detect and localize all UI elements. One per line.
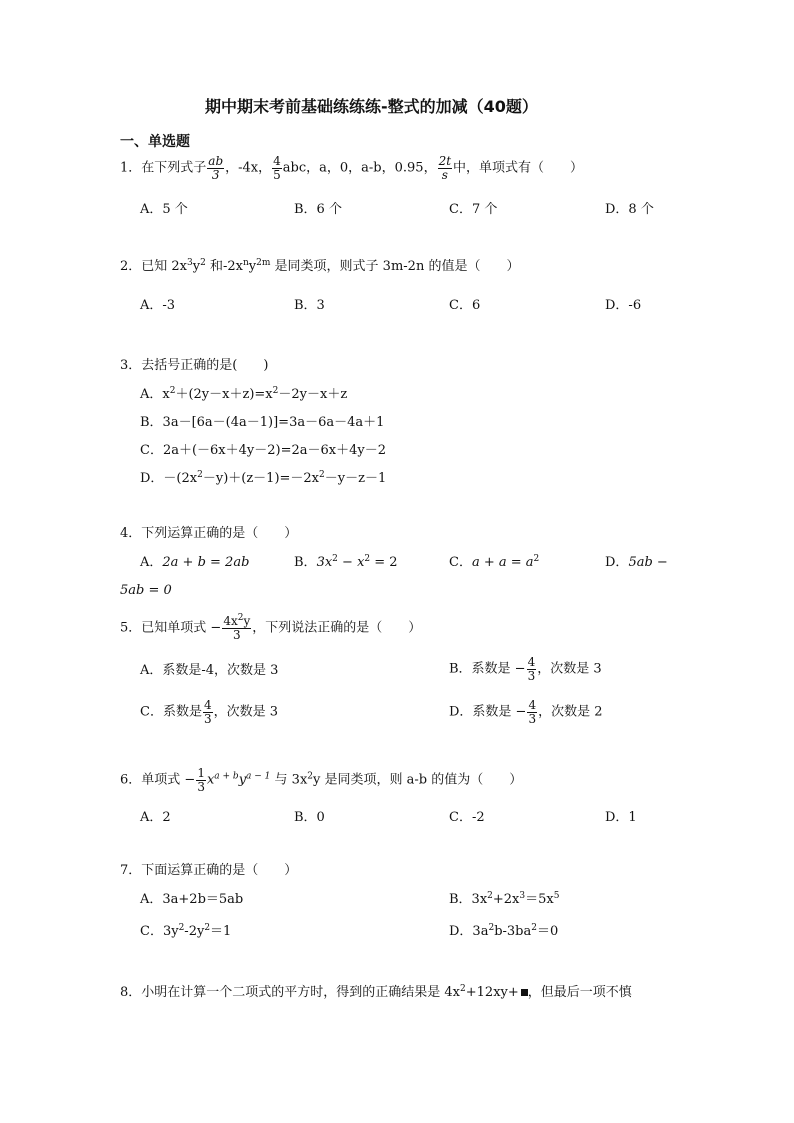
option-a[interactable]: A．2a + b = 2ab: [140, 555, 250, 570]
question-number: 2．: [120, 259, 142, 274]
option-b[interactable]: B．6 个: [294, 202, 342, 217]
question-number: 4．: [120, 526, 142, 541]
option-c[interactable]: C．2a＋(－6x＋4y－2)=2a－6x＋4y－2: [140, 443, 387, 458]
option-b[interactable]: B．0: [294, 810, 325, 825]
question-number: 5．: [120, 620, 142, 636]
question-2-stem: 2．已知 $2x^3y^2$ 和$-2x^ny^{2m}$ 是同类项，则式子 3m-2n 的值是（ ）: [120, 258, 520, 274]
question-7-stem: 7．下面运算正确的是（ ）: [120, 863, 298, 878]
fraction: $\frac{4}{3}$: [528, 698, 537, 726]
fraction: $\frac{4x^2y}{3}$: [223, 613, 251, 642]
question-4-stem: 4．下列运算正确的是（ ）: [120, 526, 298, 541]
question-number: 1．: [120, 160, 142, 176]
option-d[interactable]: D．-6: [605, 298, 642, 313]
option-c[interactable]: C．6: [449, 298, 481, 313]
question-8-stem: 8．小明在计算一个二项式的平方时，得到的正确结果是 $4x^2+12xy+$ ，但最后一项不慎: [120, 984, 632, 1000]
option-b[interactable]: B．系数是 − $\frac{4}{3}$ ，次数是 3: [449, 655, 602, 683]
option-d[interactable]: D．1: [605, 810, 637, 825]
section-heading: 一、单选题: [120, 134, 190, 150]
option-b[interactable]: B．$3x^2 - x^2 = 2$: [294, 554, 398, 570]
fraction: $\frac{4}{5}$: [273, 154, 281, 182]
option-b[interactable]: B．3a－[6a－(4a－1)]=3a－6a－4a＋1: [140, 415, 385, 430]
question-1-stem: 1．在下列式子 $\frac{ab}{3}$ ，-4x， $\frac{4}{5}$ abc，a，0，a-b，0.95， $\frac{2t}{s}$ 中，单项式有（ ）: [120, 154, 584, 182]
question-number: 3．: [120, 358, 142, 373]
fraction: $\frac{1}{3}$: [197, 766, 205, 794]
page-title: 期中期末考前基础练练练-整式的加减（40题）: [205, 97, 538, 116]
option-c[interactable]: C．系数是 $\frac{4}{3}$ ，次数是 3: [140, 698, 278, 726]
option-d[interactable]: D．$3a^2b-3ba^2=0$: [449, 923, 559, 939]
option-a[interactable]: A．5 个: [140, 202, 188, 217]
fraction: $\frac{4}{3}$: [203, 698, 212, 726]
option-a[interactable]: A．3a+2b＝5ab: [140, 892, 244, 907]
fraction: $\frac{2t}{s}$: [438, 154, 452, 182]
option-d[interactable]: D．8 个: [605, 202, 654, 217]
question-number: 8．: [120, 985, 142, 1000]
question-5-stem: 5．已知单项式 − $\frac{4x^2y}{3}$ ，下列说法正确的是（ ）: [120, 613, 422, 642]
option-b[interactable]: B．$3x^2+2x^3=5x^5$: [449, 891, 560, 907]
question-6-stem: 6．单项式 − $\frac{1}{3}$ $x^{a + b}y^{a - 1}$ 与 $3x^2y$ 是同类项，则 a-b 的值为（ ）: [120, 766, 523, 794]
option-a[interactable]: A．2: [140, 810, 171, 825]
option-a[interactable]: A．$x^2+(2y-x+z)=x^2-2y-x+z$: [140, 386, 348, 402]
option-c[interactable]: C．$3y^2-2y^2=1$: [140, 923, 232, 939]
option-c[interactable]: C．$a + a = a^2$: [449, 554, 540, 570]
question-3-stem: 3．去括号正确的是( ): [120, 358, 269, 373]
question-number: 6．: [120, 772, 142, 788]
option-d[interactable]: D．5ab −: [605, 555, 668, 570]
fraction: $\frac{ab}{3}$: [208, 154, 224, 182]
option-a[interactable]: A．-3: [140, 298, 176, 313]
option-c[interactable]: C．-2: [449, 810, 485, 825]
option-d[interactable]: D．系数是 − $\frac{4}{3}$ ，次数是 2: [449, 698, 603, 726]
blacked-out-term-square: [521, 989, 528, 996]
fraction: $\frac{4}{3}$: [527, 655, 536, 683]
option-d-continued: 5ab = 0: [120, 583, 172, 598]
option-a[interactable]: A．系数是-4，次数是 3: [140, 663, 279, 678]
question-number: 7．: [120, 863, 142, 878]
option-b[interactable]: B．3: [294, 298, 325, 313]
option-c[interactable]: C．7 个: [449, 202, 498, 217]
option-d[interactable]: D．$-(2x^2-y)+(z-1)=-2x^2-y-z-1$: [140, 470, 387, 486]
